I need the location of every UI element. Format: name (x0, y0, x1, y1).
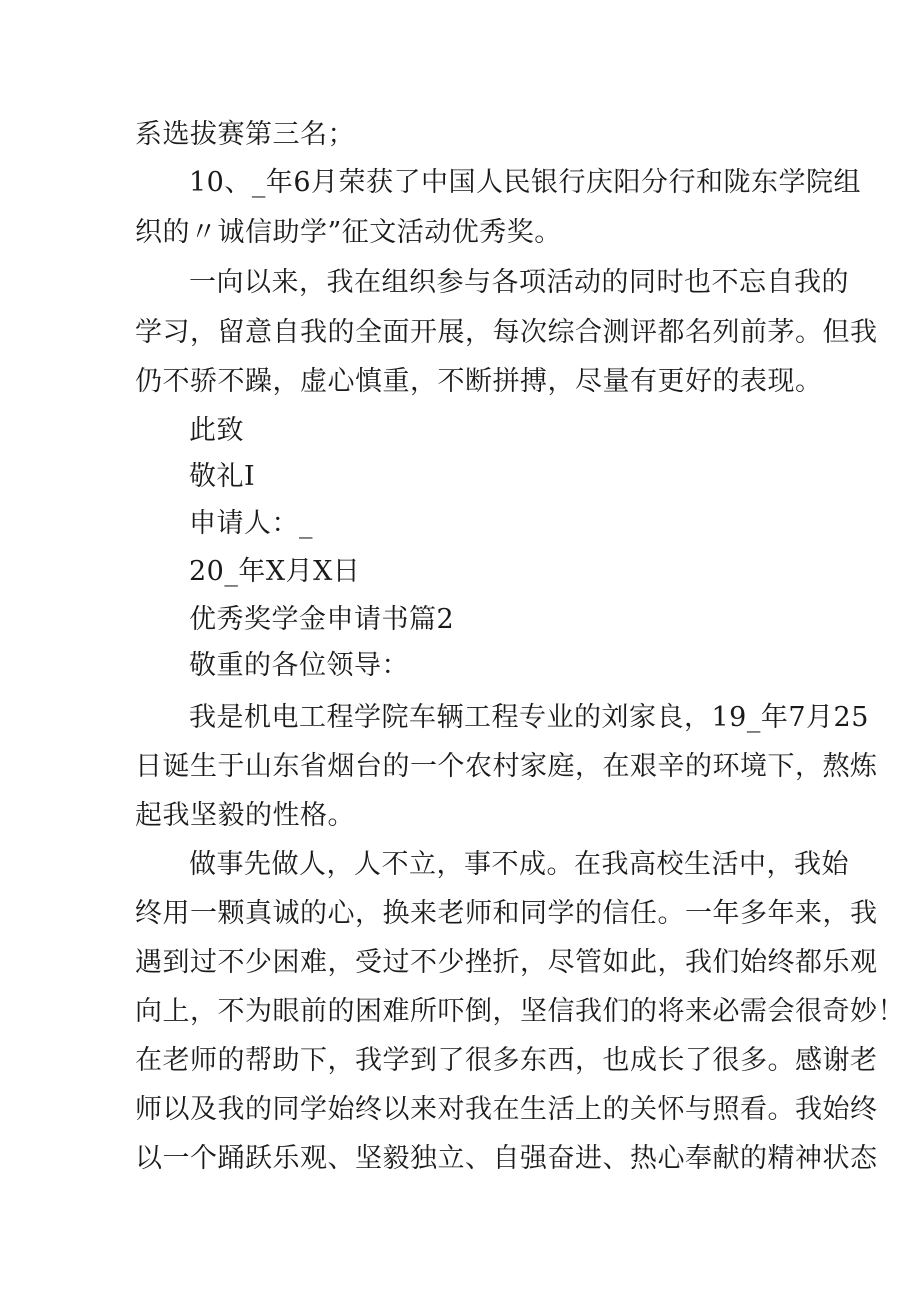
text-line: 系选拔赛第三名； (135, 119, 355, 150)
text-line: 在老师的帮助下，我学到了很多东西，也成长了很多。感谢老 (135, 1045, 878, 1076)
text-line: 10、_年6月荣获了中国人民银行庆阳分行和陇东学院组 (189, 167, 862, 198)
text-line: 起我坚毅的性格。 (135, 800, 355, 831)
text-line: 仍不骄不躁，虚心慎重，不断拼搏，尽量有更好的表现。 (135, 366, 823, 397)
text-line: 师以及我的同学始终以来对我在生活上的关怀与照看。我始终 (135, 1094, 878, 1125)
greeting: 敬重的各位领导： (189, 650, 409, 681)
text-line: 终用一颗真诚的心，换来老师和同学的信任。一年多年来，我 (135, 898, 878, 929)
date-line: 20_年X月X日 (189, 556, 361, 587)
text-line: 遇到过不少困难，受过不少挫折，尽管如此，我们始终都乐观 (135, 947, 878, 978)
section-title: 优秀奖学金申请书篇2 (189, 604, 455, 635)
salutation: 敬礼I (189, 461, 256, 492)
closing-phrase: 此致 (189, 415, 244, 446)
text-line: 向上，不为眼前的困难所吓倒，坚信我们的将来必需会很奇妙！ (135, 996, 905, 1027)
text-line: 日诞生于山东省烟台的一个农村家庭，在艰辛的环境下，熬炼 (135, 751, 878, 782)
text-line: 我是机电工程学院车辆工程专业的刘家良，19_年7月25 (189, 702, 869, 733)
text-line: 一向以来，我在组织参与各项活动的同时也不忘自我的 (189, 267, 849, 298)
text-line: 学习，留意自我的全面开展，每次综合测评都名列前茅。但我 (135, 317, 878, 348)
text-line: 以一个踊跃乐观、坚毅独立、自强奋进、热心奉献的精神状态 (135, 1143, 878, 1174)
text-line: 做事先做人，人不立，事不成。在我高校生活中，我始 (189, 849, 849, 880)
text-line: 织的〃诚信助学”征文活动优秀奖。 (135, 217, 562, 248)
applicant-line: 申请人：_ (189, 508, 313, 539)
